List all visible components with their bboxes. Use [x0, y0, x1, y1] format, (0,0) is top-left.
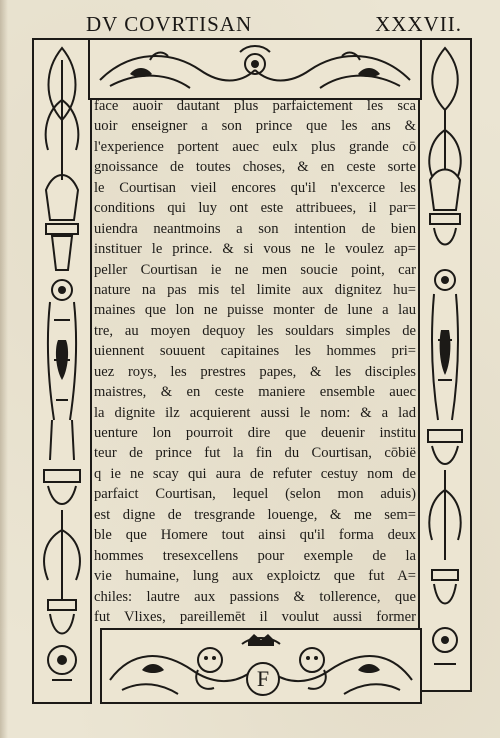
text-line: ble que Homere tout ainsi qu'il forma deux — [94, 527, 416, 544]
text-line: uez roys, les prestres papes, & les disciples — [94, 363, 416, 380]
text-line: chiles: lautre aux passions & tollerence, que — [94, 588, 416, 605]
text-line: face auoir dautant plus parfaictement les sca — [94, 98, 416, 114]
text-line: maistres, & en ceste maniere ensemble auec — [94, 384, 416, 401]
top-dolphin-scroll-icon — [90, 40, 420, 98]
text-line: fut Vlixes, pareillemēt il voulut aussi former — [94, 608, 416, 625]
right-grotesque-ornament-icon — [420, 40, 470, 690]
text-line: instituer le prince. & si vous ne le voulez ap= — [94, 241, 416, 258]
text-line: l'experience portent auec eulx plus grande cō — [94, 138, 416, 155]
text-line: parfaict Courtisan, lequel (selon mon aduis) — [94, 486, 416, 503]
text-line: la dignite ilz acquierent aussi le nom: & a lad — [94, 404, 416, 421]
text-line: uiendra neantmoins a son intention de bien — [94, 220, 416, 237]
text-line: maines que lon ne puisse monter de lune a lau — [94, 302, 416, 319]
printer-initial: F — [246, 662, 280, 696]
running-title: DV COVRTISAN — [86, 11, 253, 36]
folio-number: XXXVII. — [375, 11, 462, 36]
text-line: q ie ne scay qui aura de refuter cestuy nom de — [94, 465, 416, 482]
right-ornament-border — [418, 38, 472, 692]
text-line: nature na pas mis tel limite aux dignitez hu= — [94, 281, 416, 298]
text-line: tre, au moyen dequoy les souldars simples de — [94, 322, 416, 339]
text-line: est digne de tresgrande louenge, & me sem= — [94, 506, 416, 523]
running-head — [84, 10, 470, 38]
text-line: uenture lon pourroit dire que deuenir institu — [94, 425, 416, 441]
text-line: le Courtisan vieil encores qu'il n'excerce les — [94, 179, 416, 196]
left-ornament-border — [32, 38, 92, 704]
body-text — [94, 96, 416, 628]
text-line: hommes tresexcellens pour exemple de la — [94, 547, 416, 564]
top-ornament-band — [88, 38, 422, 100]
text-line: teur de prince fut la fin du Courtisan, cōbië — [94, 445, 416, 462]
text-line: conditions qui luy ont este attribuees, il par= — [94, 200, 416, 217]
left-grotesque-ornament-icon — [34, 40, 90, 702]
text-line: peller Courtisan ie ne men soucie point, car — [94, 261, 416, 278]
text-line: uoir enseigner a son prince que les ans & — [94, 118, 416, 135]
text-line: gnoissance de toutes choses, & en ceste sorte — [94, 159, 416, 176]
gutter-shadow — [0, 0, 8, 738]
text-line: uiennent souuent capitaines les hommes pri= — [94, 343, 416, 360]
text-line: vie humaine, lung aux exploictz que fut A= — [94, 568, 416, 585]
